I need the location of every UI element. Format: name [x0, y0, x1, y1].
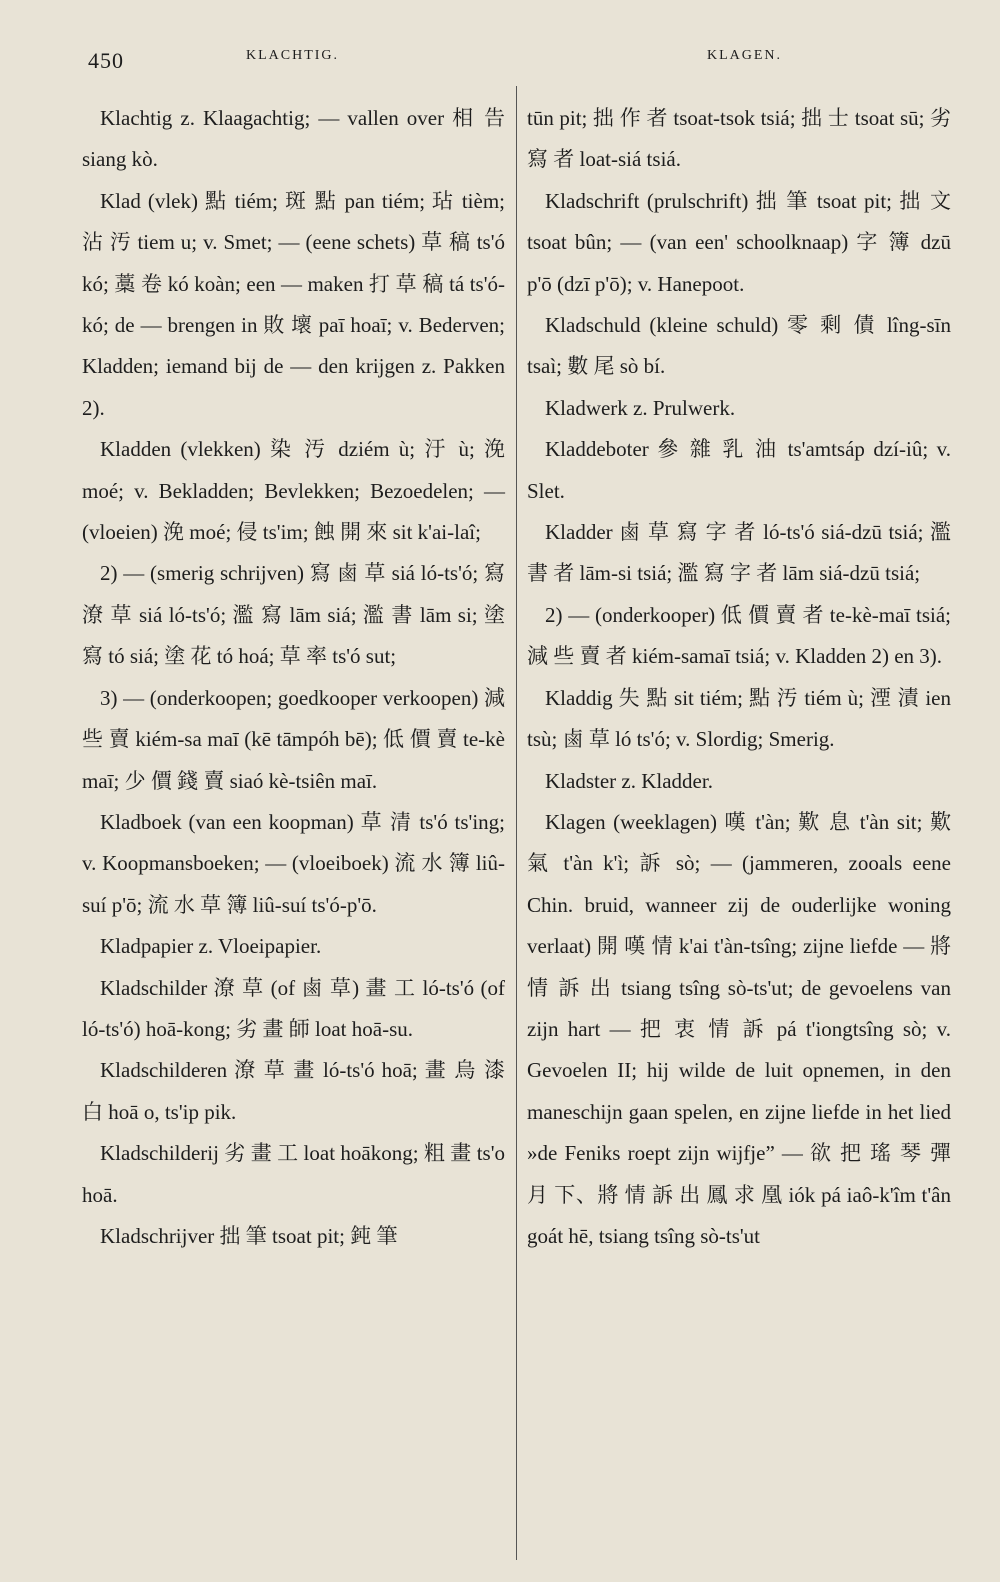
entry-kladden: Kladden (vlekken) 染 汚 dziém ù; 汙 ù; 浼 moé; v. Bekladden; Bevlekken; Bezoedelen; — (vloeien) 浼 moé; 侵 ts'im; 蝕 開 來 sit k'ai-laî;	[82, 437, 505, 545]
entry-kladster: Kladster z. Kladder.	[545, 768, 713, 793]
entry-klachtig: Klachtig z. Klaagachtig; — vallen over 相 告 siang kò.	[82, 106, 505, 172]
entry-kladboek: Kladboek (van een koopman) 草 清 ts'ó ts'ing; v. Koopmansboeken; — (vloeiboek) 流 水 簿 liû-suí p'ō; 流 水 草 簿 liû-suí ts'ó-p'ō.	[82, 809, 505, 917]
entry-klagen: Klagen (weeklagen) 嘆 t'àn; 歎 息 t'àn sit; 歎 氣 t'àn k'ì; 訴 sò; — (jammeren, zooals eene Chin. bruid, wanneer zij de ouderlijke woning verlaat) 開 嘆 情 k'ai t'àn-tsîng; zijne liefde — 將 情 訴 出 tsiang tsîng sò-ts'ut; de gevoelens van zijn hart — 把 衷 情 訴 pá t'iongtsîng sò; v. Gevoelen II; hij wilde de luit opnemen, in den maneschijn gaan spelen, en zijne liefde in het lied »de Feniks roept zijn wijfje” — 欲 把 瑤 琴 彈 月 下、將 情 訴 出 鳳 求 凰 iók pá iaô-k'îm t'ân goát hē, tsiang tsîng sò-ts'ut	[527, 809, 951, 1248]
entry-kladschuld: Kladschuld (kleine schuld) 零 剩 債 lîng-sīn tsaì; 數 尾 sò bí.	[527, 313, 951, 379]
right-running-head: KLAGEN.	[707, 48, 783, 63]
column-divider	[516, 86, 517, 1560]
entry-kladden-3: 3) — (onderkoopen; goedkooper verkoopen) 減 些 賣 kiém-sa maī (kē tāmpóh bē); 低 價 賣 te-kè maī; 少 價 錢 賣 siaó kè-tsiên maī.	[82, 685, 505, 793]
entry-kladder: Kladder 鹵 草 寫 字 者 ló-ts'ó siá-dzū tsiá; 濫 書 者 lām-si tsiá; 濫 寫 字 者 lām siá-dzū tsiá;	[527, 520, 951, 586]
entry-kladschrift: Kladschrift (prulschrift) 拙 筆 tsoat pit; 拙 文 tsoat bûn; — (van een' schoolknaap) 字 簿 dzū p'ō (dzī p'ō); v. Hanepoot.	[527, 188, 951, 296]
left-column	[82, 98, 505, 1257]
entry-kladschilderij: Kladschilderij 劣 畫 工 loat hoākong; 粗 畫 ts'o hoā.	[82, 1141, 505, 1207]
entry-kladschrijver-cont: tūn pit; 拙 作 者 tsoat-tsok tsiá; 拙 士 tsoat sū; 劣 寫 者 loat-siá tsiá.	[527, 106, 951, 172]
entry-kladpapier: Kladpapier z. Vloeipapier.	[100, 934, 322, 959]
entry-kladschilderen: Kladschilderen 潦 草 畫 ló-ts'ó hoā; 畫 烏 漆 白 hoā o, ts'ip pik.	[82, 1058, 505, 1124]
entry-kladder-2: 2) — (onderkooper) 低 價 賣 者 te-kè-maī tsiá; 減 些 賣 者 kiém-samaī tsiá; v. Kladden 2) en 3).	[527, 602, 951, 669]
entry-kladdig: Kladdig 失 點 sit tiém; 點 汚 tiém ù; 湮 漬 ien tsù; 鹵 草 ló ts'ó; v. Slordig; Smerig.	[527, 685, 951, 752]
entry-kladden-2: 2) — (smerig schrijven) 寫 鹵 草 siá ló-ts'ó; 寫 潦 草 siá ló-ts'ó; 濫 寫 lām siá; 濫 書 lām si; 塗 寫 tó siá; 塗 花 tó hoá; 草 率 ts'ó sut;	[82, 561, 505, 669]
entry-kladschrijver: Kladschrijver 拙 筆 tsoat pit; 鈍 筆	[100, 1223, 398, 1248]
page-number: 450	[88, 48, 124, 73]
entry-kladwerk: Kladwerk z. Prulwerk.	[545, 395, 736, 420]
right-column	[527, 98, 951, 1257]
entry-kladdeboter: Kladdeboter 參 雜 乳 油 ts'amtsáp dzí-iû; v. Slet.	[527, 437, 951, 503]
entry-klad: Klad (vlek) 點 tiém; 斑 點 pan tiém; 玷 tièm; 沾 汚 tiem u; v. Smet; — (eene schets) 草 稿 ts'ó kó; 藁 卷 kó koàn; een — maken 打 草 稿 tá ts'ó-kó; de — brengen in 敗 壞 paī hoaī; v. Bederven; Kladden; iemand bij de — den krijgen z. Pakken 2).	[82, 188, 505, 420]
left-running-head: KLACHTIG.	[246, 48, 340, 63]
entry-kladschilder: Kladschilder 潦 草 (of 鹵 草) 畫 工 ló-ts'ó (of ló-ts'ó) hoā-kong; 劣 畫 師 loat hoā-su.	[82, 975, 505, 1041]
